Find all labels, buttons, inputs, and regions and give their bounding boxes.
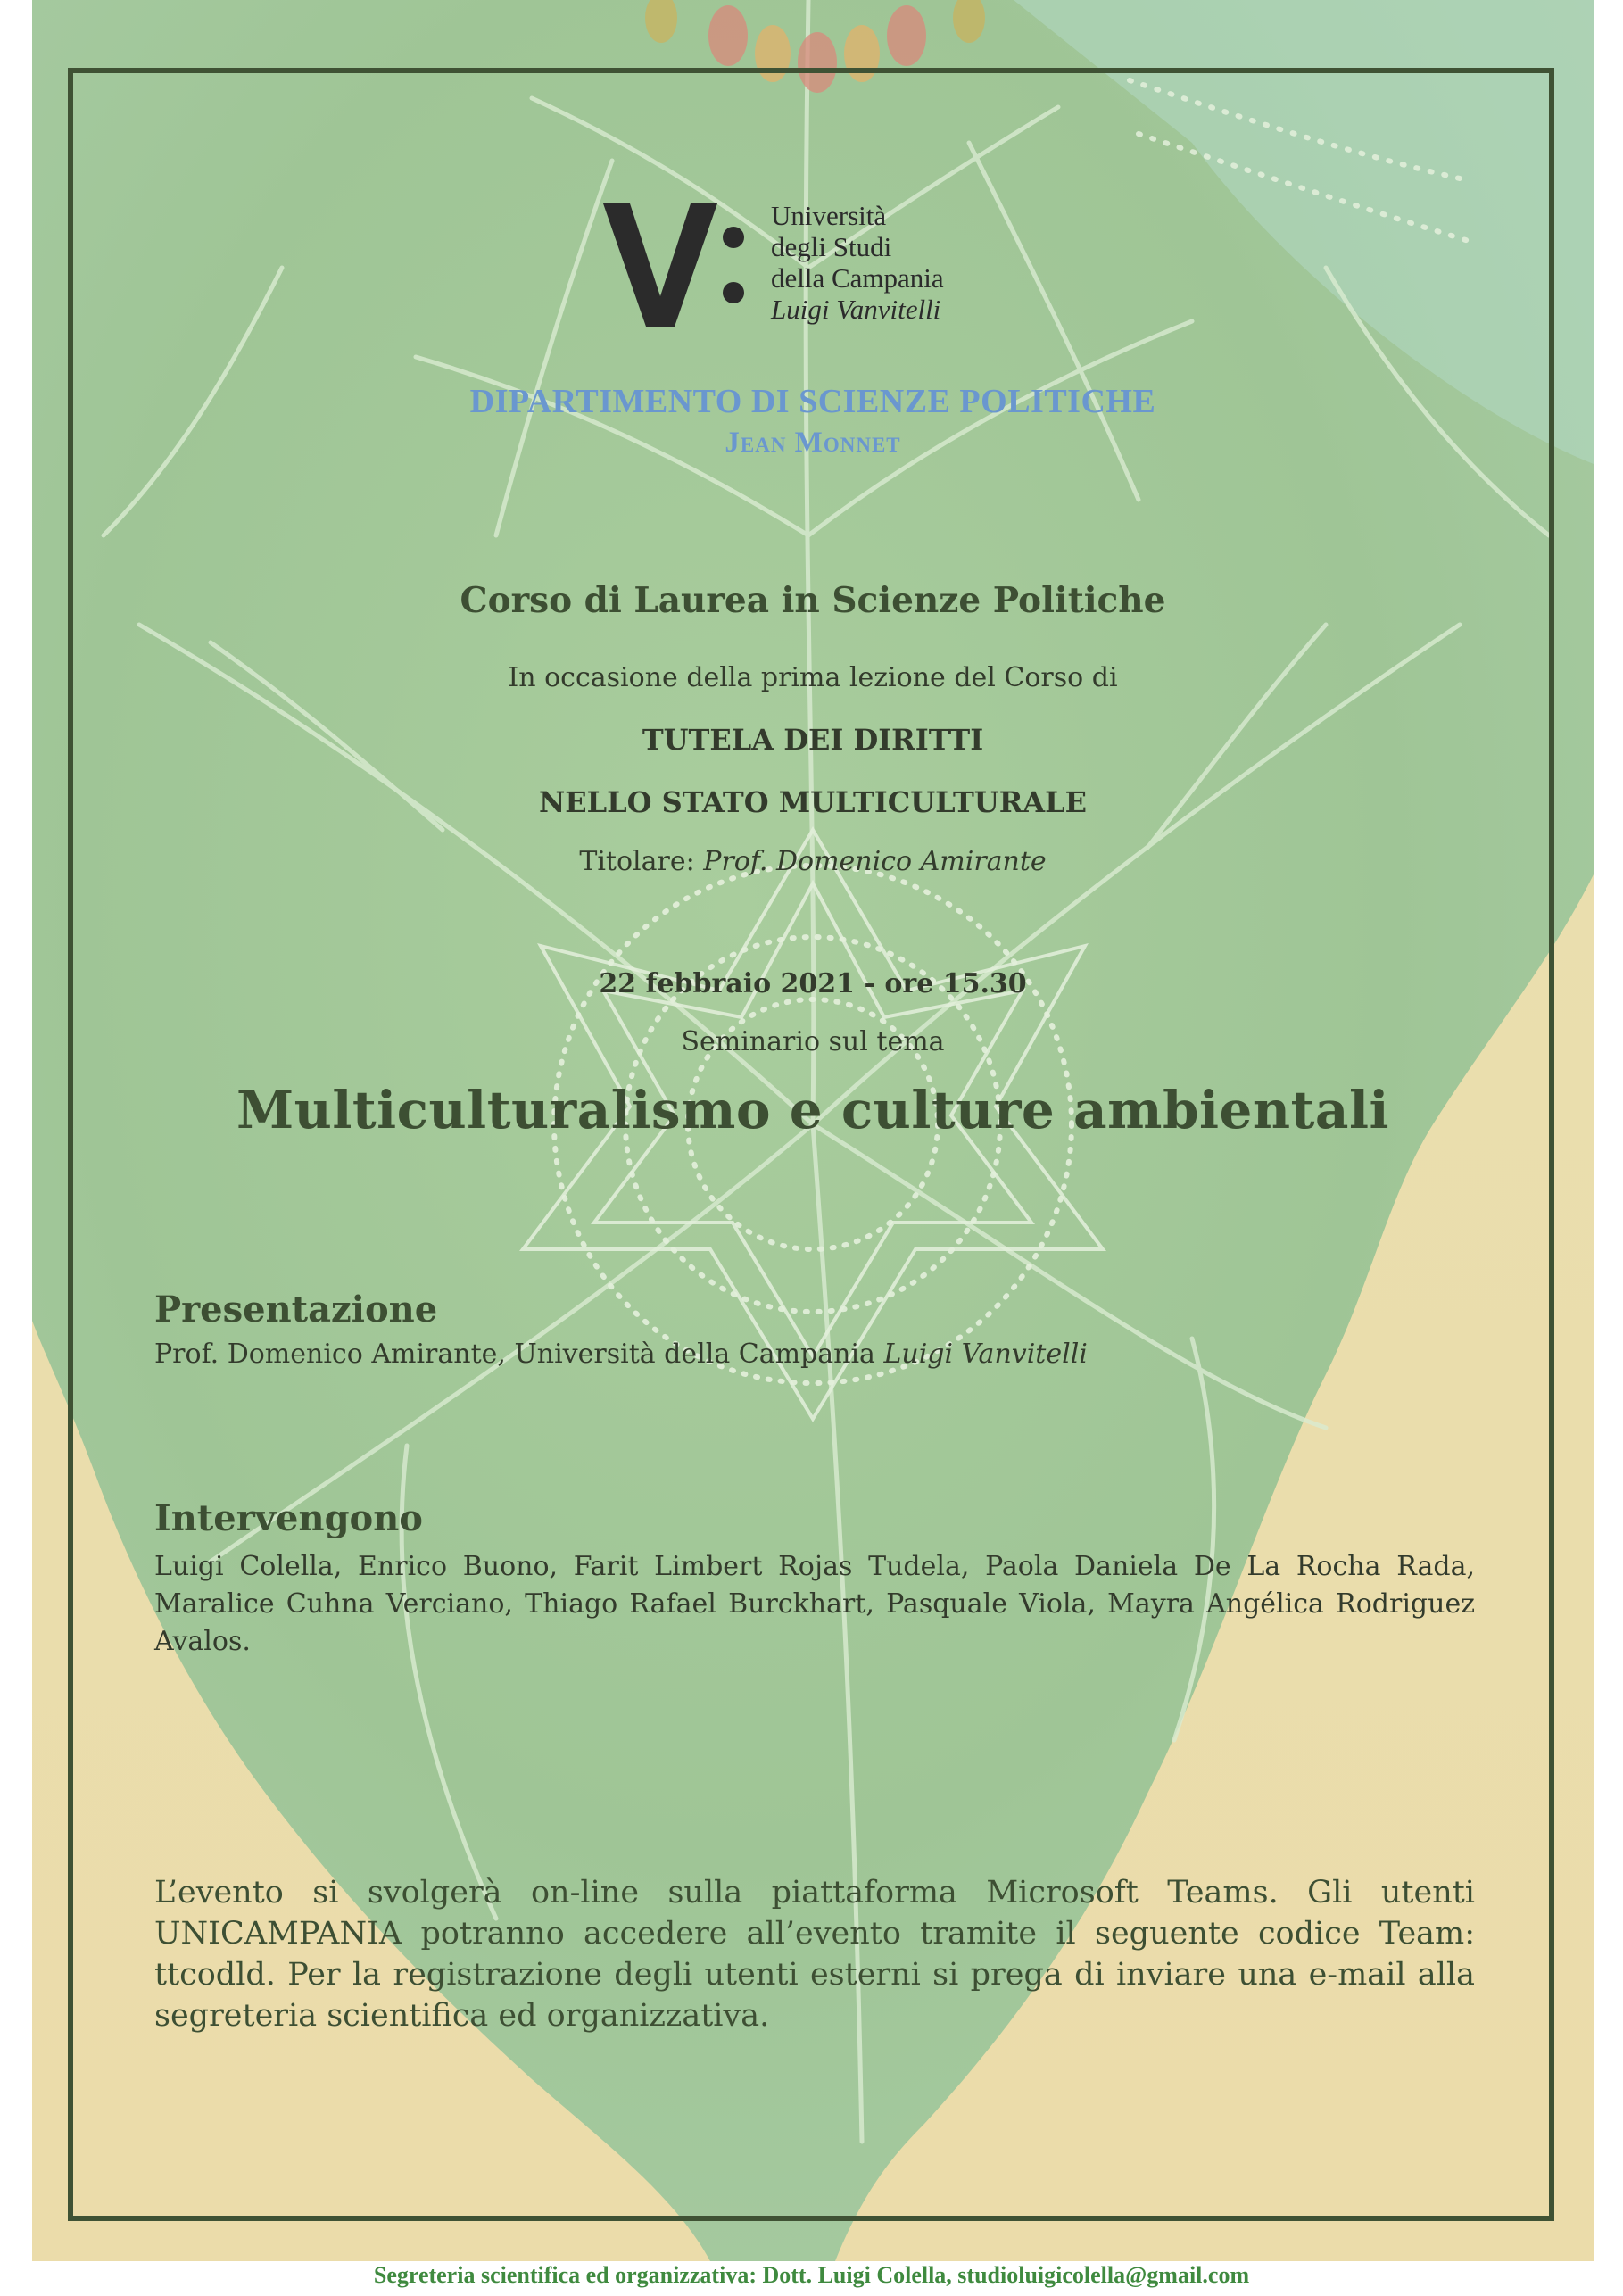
course-name-line-2: NELLO STATO MULTICULTURALE	[538, 785, 1088, 819]
holder-label: Titolare:	[579, 846, 704, 877]
course-title: Corso di Laurea in Scienze Politiche	[460, 580, 1166, 621]
presentation-heading: Presentazione	[154, 1289, 438, 1330]
department-subtitle: Jean Monnet	[725, 427, 901, 459]
poster	[32, 0, 1594, 2261]
university-logo-text	[771, 200, 944, 325]
event-date-time: 22 febbraio 2021 - ore 15.30	[599, 968, 1027, 999]
department-title: DIPARTIMENTO DI SCIENZE POLITICHE	[469, 383, 1156, 420]
logo-line-1: Università	[771, 200, 887, 231]
speakers-heading: Intervengono	[154, 1497, 423, 1539]
seminar-label: Seminario sul tema	[681, 1026, 945, 1057]
course-holder	[32, 846, 1594, 877]
course-name-line-1: TUTELA DEI DIRITTI	[642, 723, 984, 757]
logo-line-2: degli Studi	[771, 231, 892, 262]
presentation-text	[154, 1336, 1475, 1373]
seminar-title: Multiculturalismo e culture ambientali	[236, 1080, 1390, 1140]
logo-line-4: Luigi Vanvitelli	[771, 294, 941, 325]
speakers-list: Luigi Colella, Enrico Buono, Farit Limbert Rojas Tudela, Paola Daniela De La Rocha Rada, Maralice Cuhna Verciano, Thiago Rafael Burckhart, Pasquale Viola, Mayra Angélica Rodriguez Avalos.	[154, 1551, 1475, 1657]
holder-name: Prof. Domenico Amirante	[703, 846, 1047, 877]
event-info-text: L’evento si svolgerà on-line sulla piattaforma Microsoft Teams. Gli utenti UNICAMPANIA potranno accedere all’evento tramite il seguente codice Team: ttcodld. Per la registrazione degli utenti esterni si prega di inviare una e-mail alla segreteria scientifica ed organizzativa.	[154, 1875, 1475, 2034]
footer-contact: Segreteria scientifica ed organizzativa: Dott. Luigi Colella, studioluigicolella@gmail.com	[373, 2262, 1250, 2288]
university-logo-icon	[603, 203, 744, 327]
logo-line-3: della Campania	[771, 262, 944, 294]
presentation-university-italic: Luigi Vanvitelli	[883, 1339, 1088, 1370]
presentation-speaker: Prof. Domenico Amirante, Università della Campania	[154, 1339, 884, 1370]
intro-line: In occasione della prima lezione del Corso di	[508, 662, 1118, 693]
